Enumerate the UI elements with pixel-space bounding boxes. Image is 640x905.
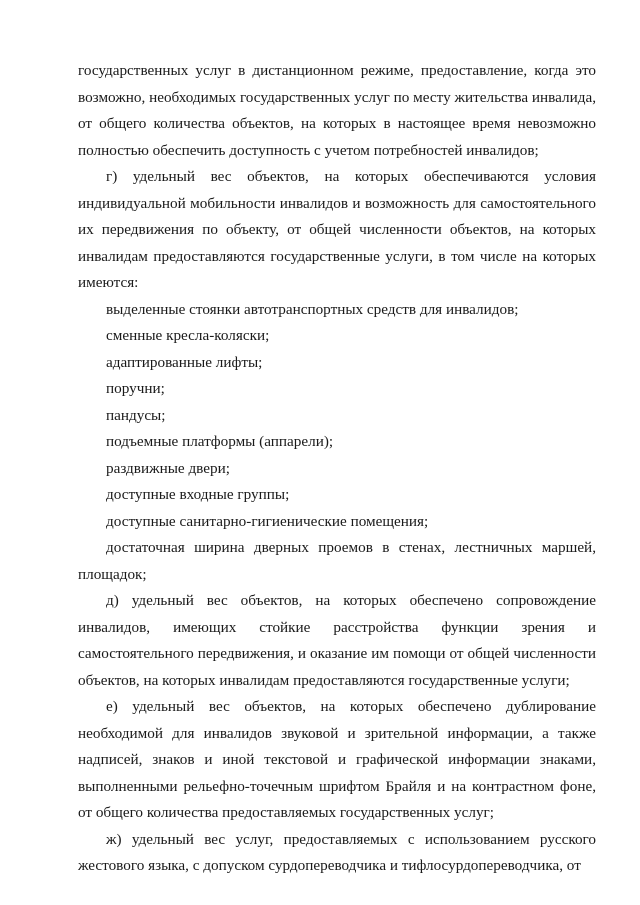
paragraph-item-e: е) удельный вес объектов, на которых обеспечено дублирование необходимой для инвалидов звуковой и зрительной информации, а также надписей, знаков и иной текстовой и графической информации знаками, выполненными рельефно-точечным шрифтом Брайля и на контрастном фоне, от общего количества предоставляемых государственных услуг;: [78, 698, 596, 821]
list-item: выделенные стоянки автотранспортных средств для инвалидов;: [106, 300, 519, 318]
list-item: поручни;: [106, 380, 165, 397]
list-item: пандусы;: [106, 406, 166, 424]
list-item: доступные входные группы;: [106, 486, 290, 503]
list-item: доступные санитарно-гигиенические помещения;: [106, 512, 429, 530]
paragraph-item-g: г) удельный вес объектов, на которых обеспечиваются условия индивидуальной мобильности инвалидов и возможность для самостоятельного их передвижения по объекту, от общей численности объектов, на которых инвалидам предоставляются государственные услуги, в том числе на которых имеются:: [78, 168, 596, 291]
list-item: раздвижные двери;: [106, 459, 230, 477]
paragraph-door-width: достаточная ширина дверных проемов в стенах, лестничных маршей, площадок;: [78, 539, 596, 583]
document-page: [78, 58, 596, 880]
paragraph-item-d: д) удельный вес объектов, на которых обеспечено сопровождение инвалидов, имеющих стойкие расстройства функции зрения и самостоятельного передвижения, и оказание им помощи от общей численности объектов, на которых инвалидам предоставляются государственные услуги;: [78, 592, 596, 689]
paragraph-item-zh: ж) удельный вес услуг, предоставляемых с использованием русского жестового языка, с допуском сурдопереводчика и тифлосурдопереводчика, от: [78, 830, 596, 874]
list-item: подъемные платформы (аппарели);: [106, 433, 334, 450]
list-item: сменные кресла-коляски;: [106, 327, 270, 344]
list-item: адаптированные лифты;: [106, 353, 263, 371]
paragraph-continuation: государственных услуг в дистанционном режиме, предоставление, когда это возможно, необходимых государственных услуг по месту жительства инвалида, от общего количества объектов, на которых в настоящее время невозможно полностью обеспечить доступность с учетом потребностей инвалидов;: [78, 62, 596, 159]
